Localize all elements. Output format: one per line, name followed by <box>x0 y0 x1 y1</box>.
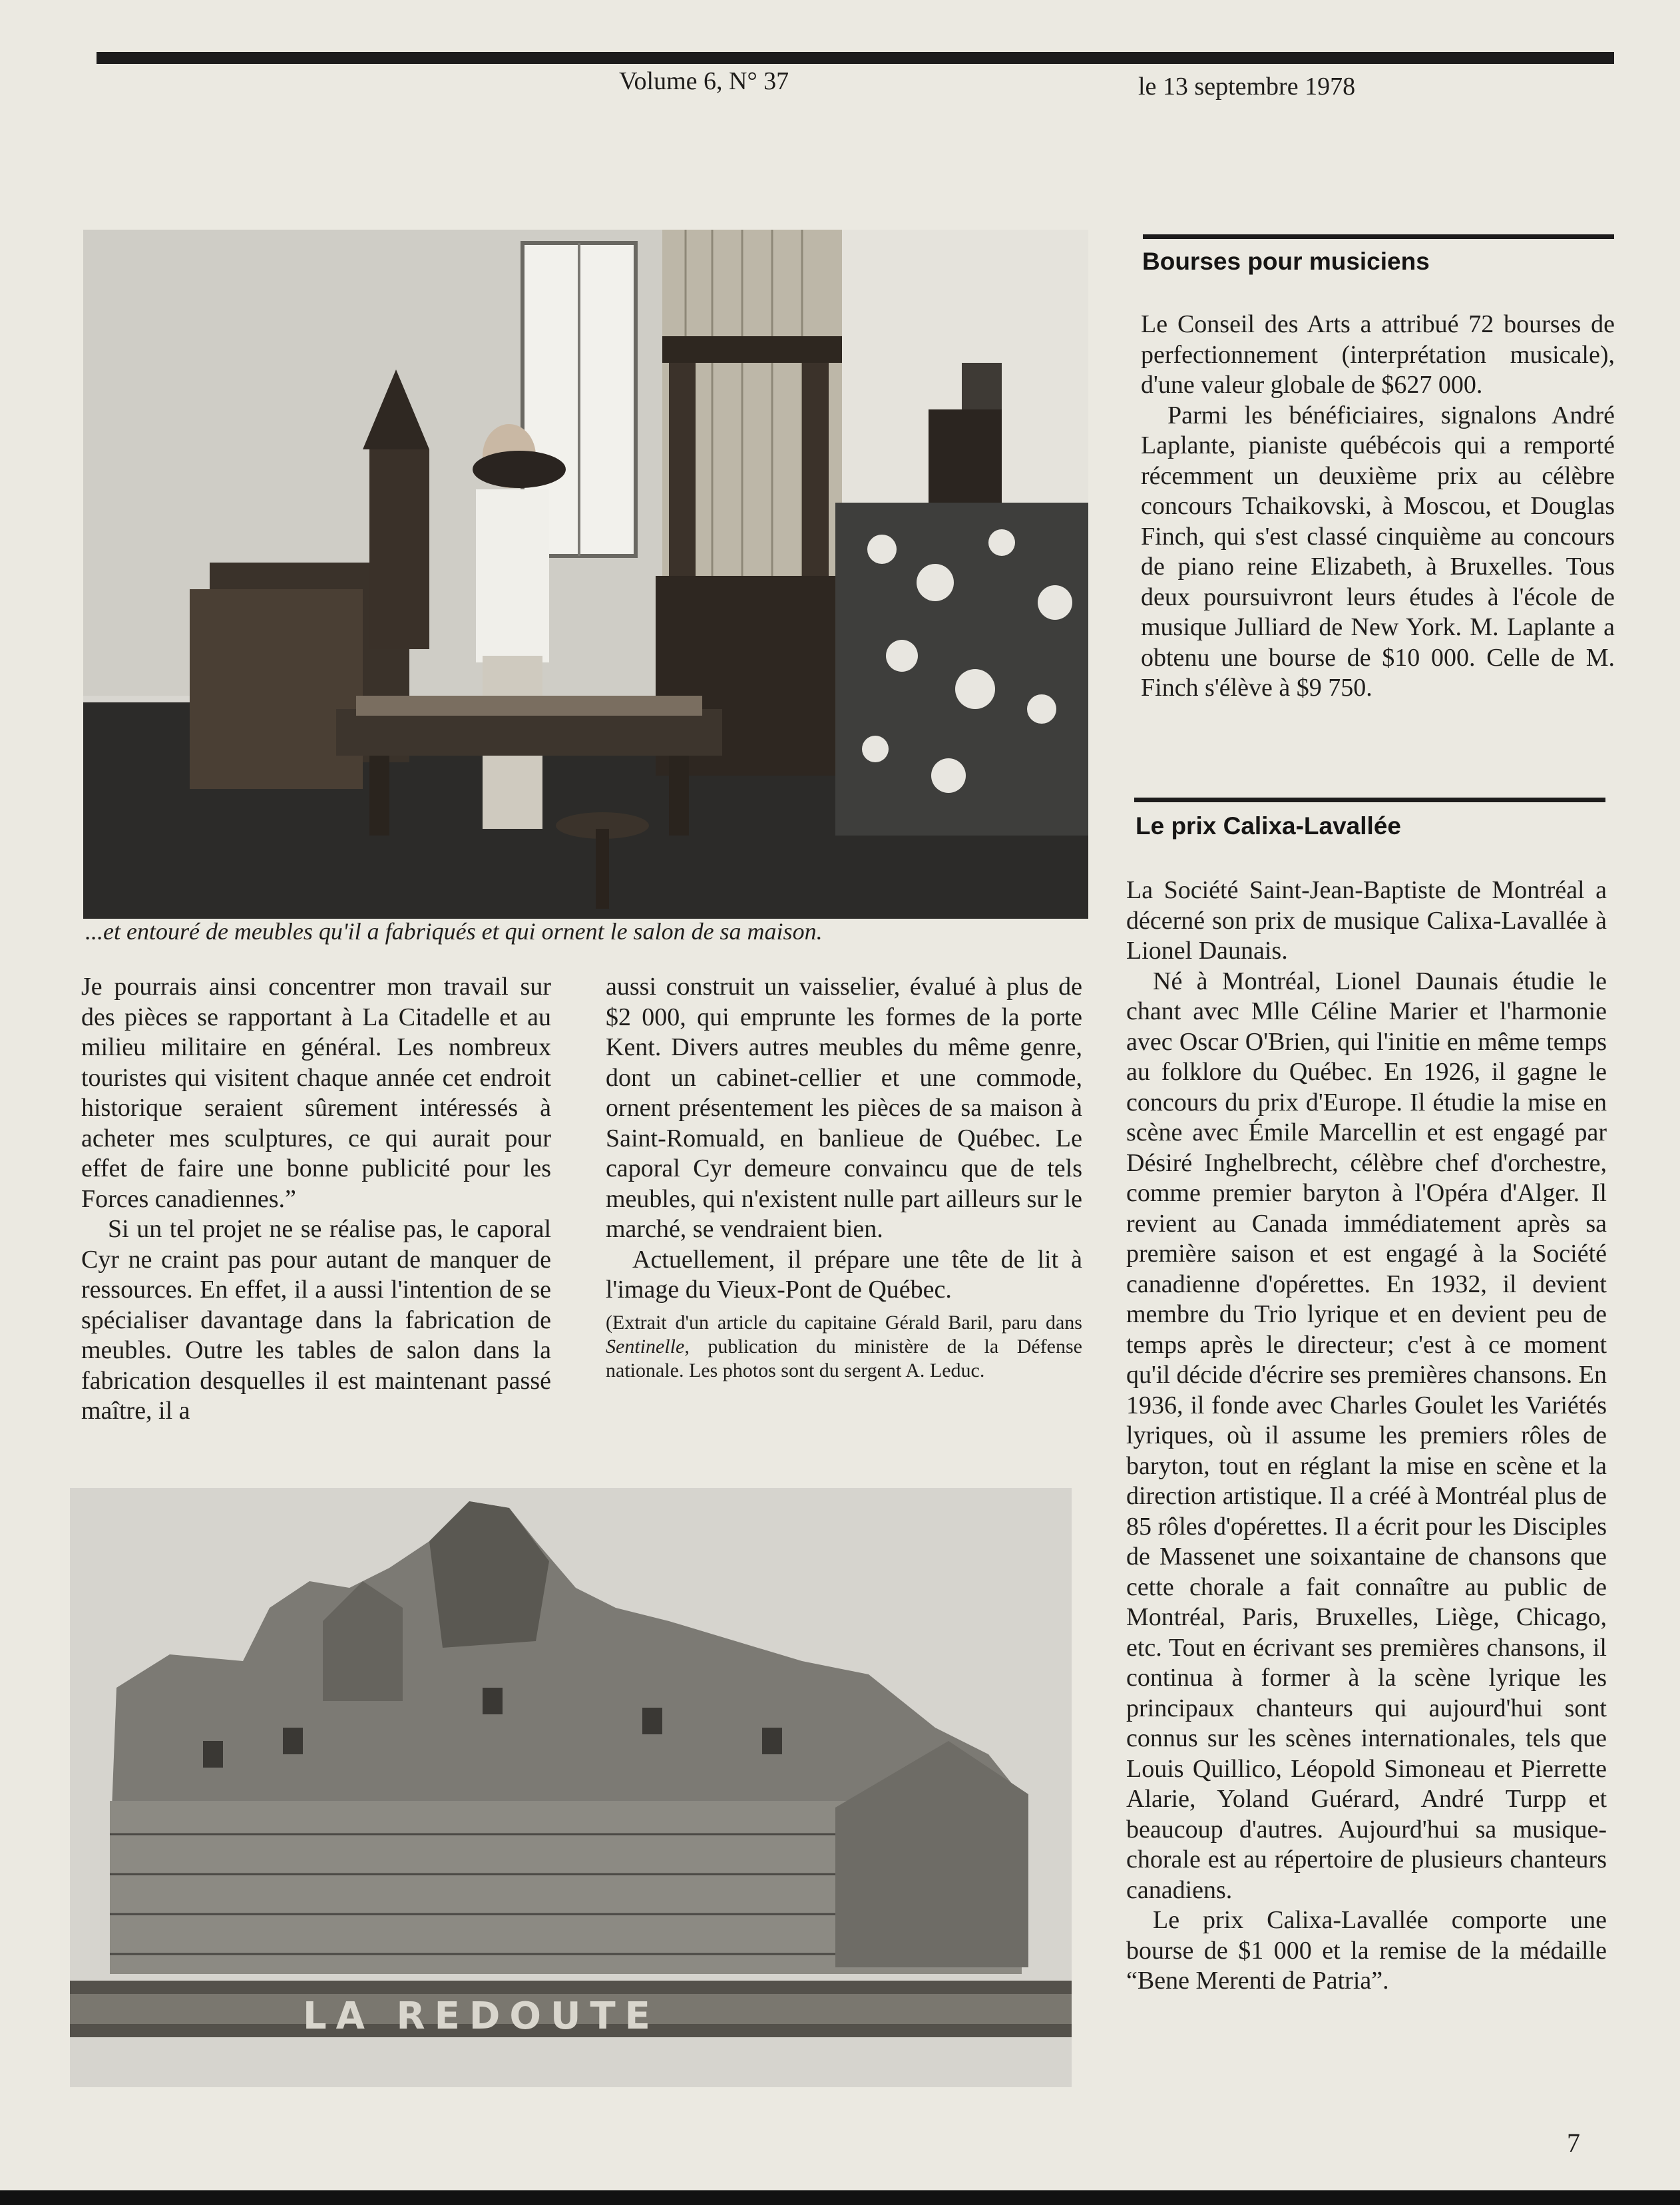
volume-number: Volume 6, N° 37 <box>619 67 789 95</box>
photo-caption: ...et entouré de meubles qu'il a fabriqués et qui ornent le salon de sa maison. <box>85 918 823 945</box>
section-title-bourses: Bourses pour musiciens <box>1142 248 1430 275</box>
article-paragraph: Actuellement, il prépare une tête de lit à l'image du Vieux-Pont de Québec. <box>606 1245 1082 1304</box>
section-title-prix: Le prix Calixa-Lavallée <box>1136 812 1401 840</box>
prix-paragraph: La Société Saint-Jean-Baptiste de Montréal a décerné son prix de musique Calixa-Lavallée à Lionel Daunais. <box>1126 876 1607 965</box>
section-rule-prix <box>1134 798 1605 802</box>
bourses-paragraph: Parmi les bénéficiaires, signalons André Laplante, pianiste québécois qui a remporté récemment un deuxième prix au célèbre concours Tchaikovski, à Moscou, et Douglas Finch, qui s'est classé cinquième au concours de piano reine Elizabeth, à Bruxelles. Tous deux poursuivront leurs études à l'école de musique Julliard de New York. M. Laplante a obtenu une bourse de $10 000. Celle de M. Finch s'élève à $9 750. <box>1141 401 1615 702</box>
carved-lettering: LA REDOUTE <box>303 1995 660 2038</box>
header-rule <box>97 52 1614 64</box>
bourses-paragraph: Le Conseil des Arts a attribué 72 bourses de perfectionnement (interprétation musicale), d'une valeur globale de $627 000. <box>1141 310 1615 399</box>
article-paragraph: aussi construit un vaisselier, évalué à plus de $2 000, qui emprunte les formes de la porte Kent. Divers autres meubles du même genre, dont un cabinet-cellier et une commode, ornent présentement les pièces de sa maison à Saint-Romuald, en banlieue de Québec. Le caporal Cyr demeure convaincu que de tels meubles, qui n'existent nulle part ailleurs sur le marché, se vendraient bien. <box>606 973 1083 1243</box>
page-number: 7 <box>1567 2128 1580 2158</box>
prix-paragraph: Le prix Calixa-Lavallée comporte une bourse de $1 000 et la remise de la médaille “Bene Merenti de Patria”. <box>1126 1906 1607 1995</box>
section-rule-bourses <box>1143 234 1614 239</box>
photo-credit: (Extrait d'un article du capitaine Gérald Baril, paru dans Sentinelle, publication du ministère de la Défense nationale. Les photos sont du sergent A. Leduc. <box>606 1311 1082 1381</box>
prix-paragraph: Né à Montréal, Lionel Daunais étudie le chant avec Mlle Céline Marier et l'harmonie avec Oscar O'Brien, qui l'initie en même temps au folklore du Québec. En 1926, il gagne le concours du prix d'Europe. Il étudie la mise en scène avec Émile Marcellin et est engagé par Désiré Inghelbrecht, célèbre chef d'orchestre, comme premier baryton à l'Opéra d'Alger. Il revient au Canada immédiatement après sa première saison et est engagé à la Société canadienne d'opérettes. En 1932, il devient membre du Trio lyrique et en devient peu de temps après le directeur; c'est à ce moment qu'il décide d'écrire ses premières chansons. En 1936, il fonde avec Charles Goulet les Variétés lyriques, où il assume les premiers rôles de baryton, tout en réglant la mise en scène et la direction artistique. Il a créé à Montréal plus de 85 rôles d'opérettes. Il a écrit pour les Disciples de Massenet une soixantaine de chansons que cette chorale a fait connaître au public de Montréal, Paris, Bruxelles, Liège, Chicago, etc. Tout en écrivant ses premières chansons, il continua à former à la scène lyrique les principaux chanteurs qui aujourd'hui sont connus sur les scènes internationales, tels que Louis Quillico, Léopold Simoneau et Pierrette Alarie, Yoland Guérard, André Turpp et beaucoup d'autres. Aujourd'hui sa musique-chorale est au répertoire de plusieurs chanteurs canadiens. <box>1126 967 1607 1904</box>
article-column-2 <box>606 972 1082 1383</box>
bourses-body <box>1141 310 1615 704</box>
article-paragraph: Si un tel projet ne se réalise pas, le caporal Cyr ne craint pas pour autant de manquer de ressources. En effet, il a aussi l'intention de se spécialiser davantage dans la fabrication de meubles. Outre les tables de salon dans la fabrication desquelles il est maintenant passé maître, il a <box>81 1215 551 1425</box>
article-column-1 <box>81 972 551 1427</box>
carved-relief-photo <box>70 1488 1072 2087</box>
issue-date: le 13 septembre 1978 <box>1138 73 1356 101</box>
article-paragraph: Je pourrais ainsi concentrer mon travail sur des pièces se rapportant à La Citadelle et au milieu militaire en général. Les nombreux touristes qui visitent chaque année cet endroit historique seraient sûrement intéressés à acheter mes sculptures, ce qui aurait pour effet de faire une bonne publicité pour les Forces canadiennes.” <box>81 973 551 1213</box>
prix-body <box>1126 875 1607 1997</box>
living-room-photo <box>83 230 1088 919</box>
page-bottom-edge <box>0 2190 1680 2205</box>
